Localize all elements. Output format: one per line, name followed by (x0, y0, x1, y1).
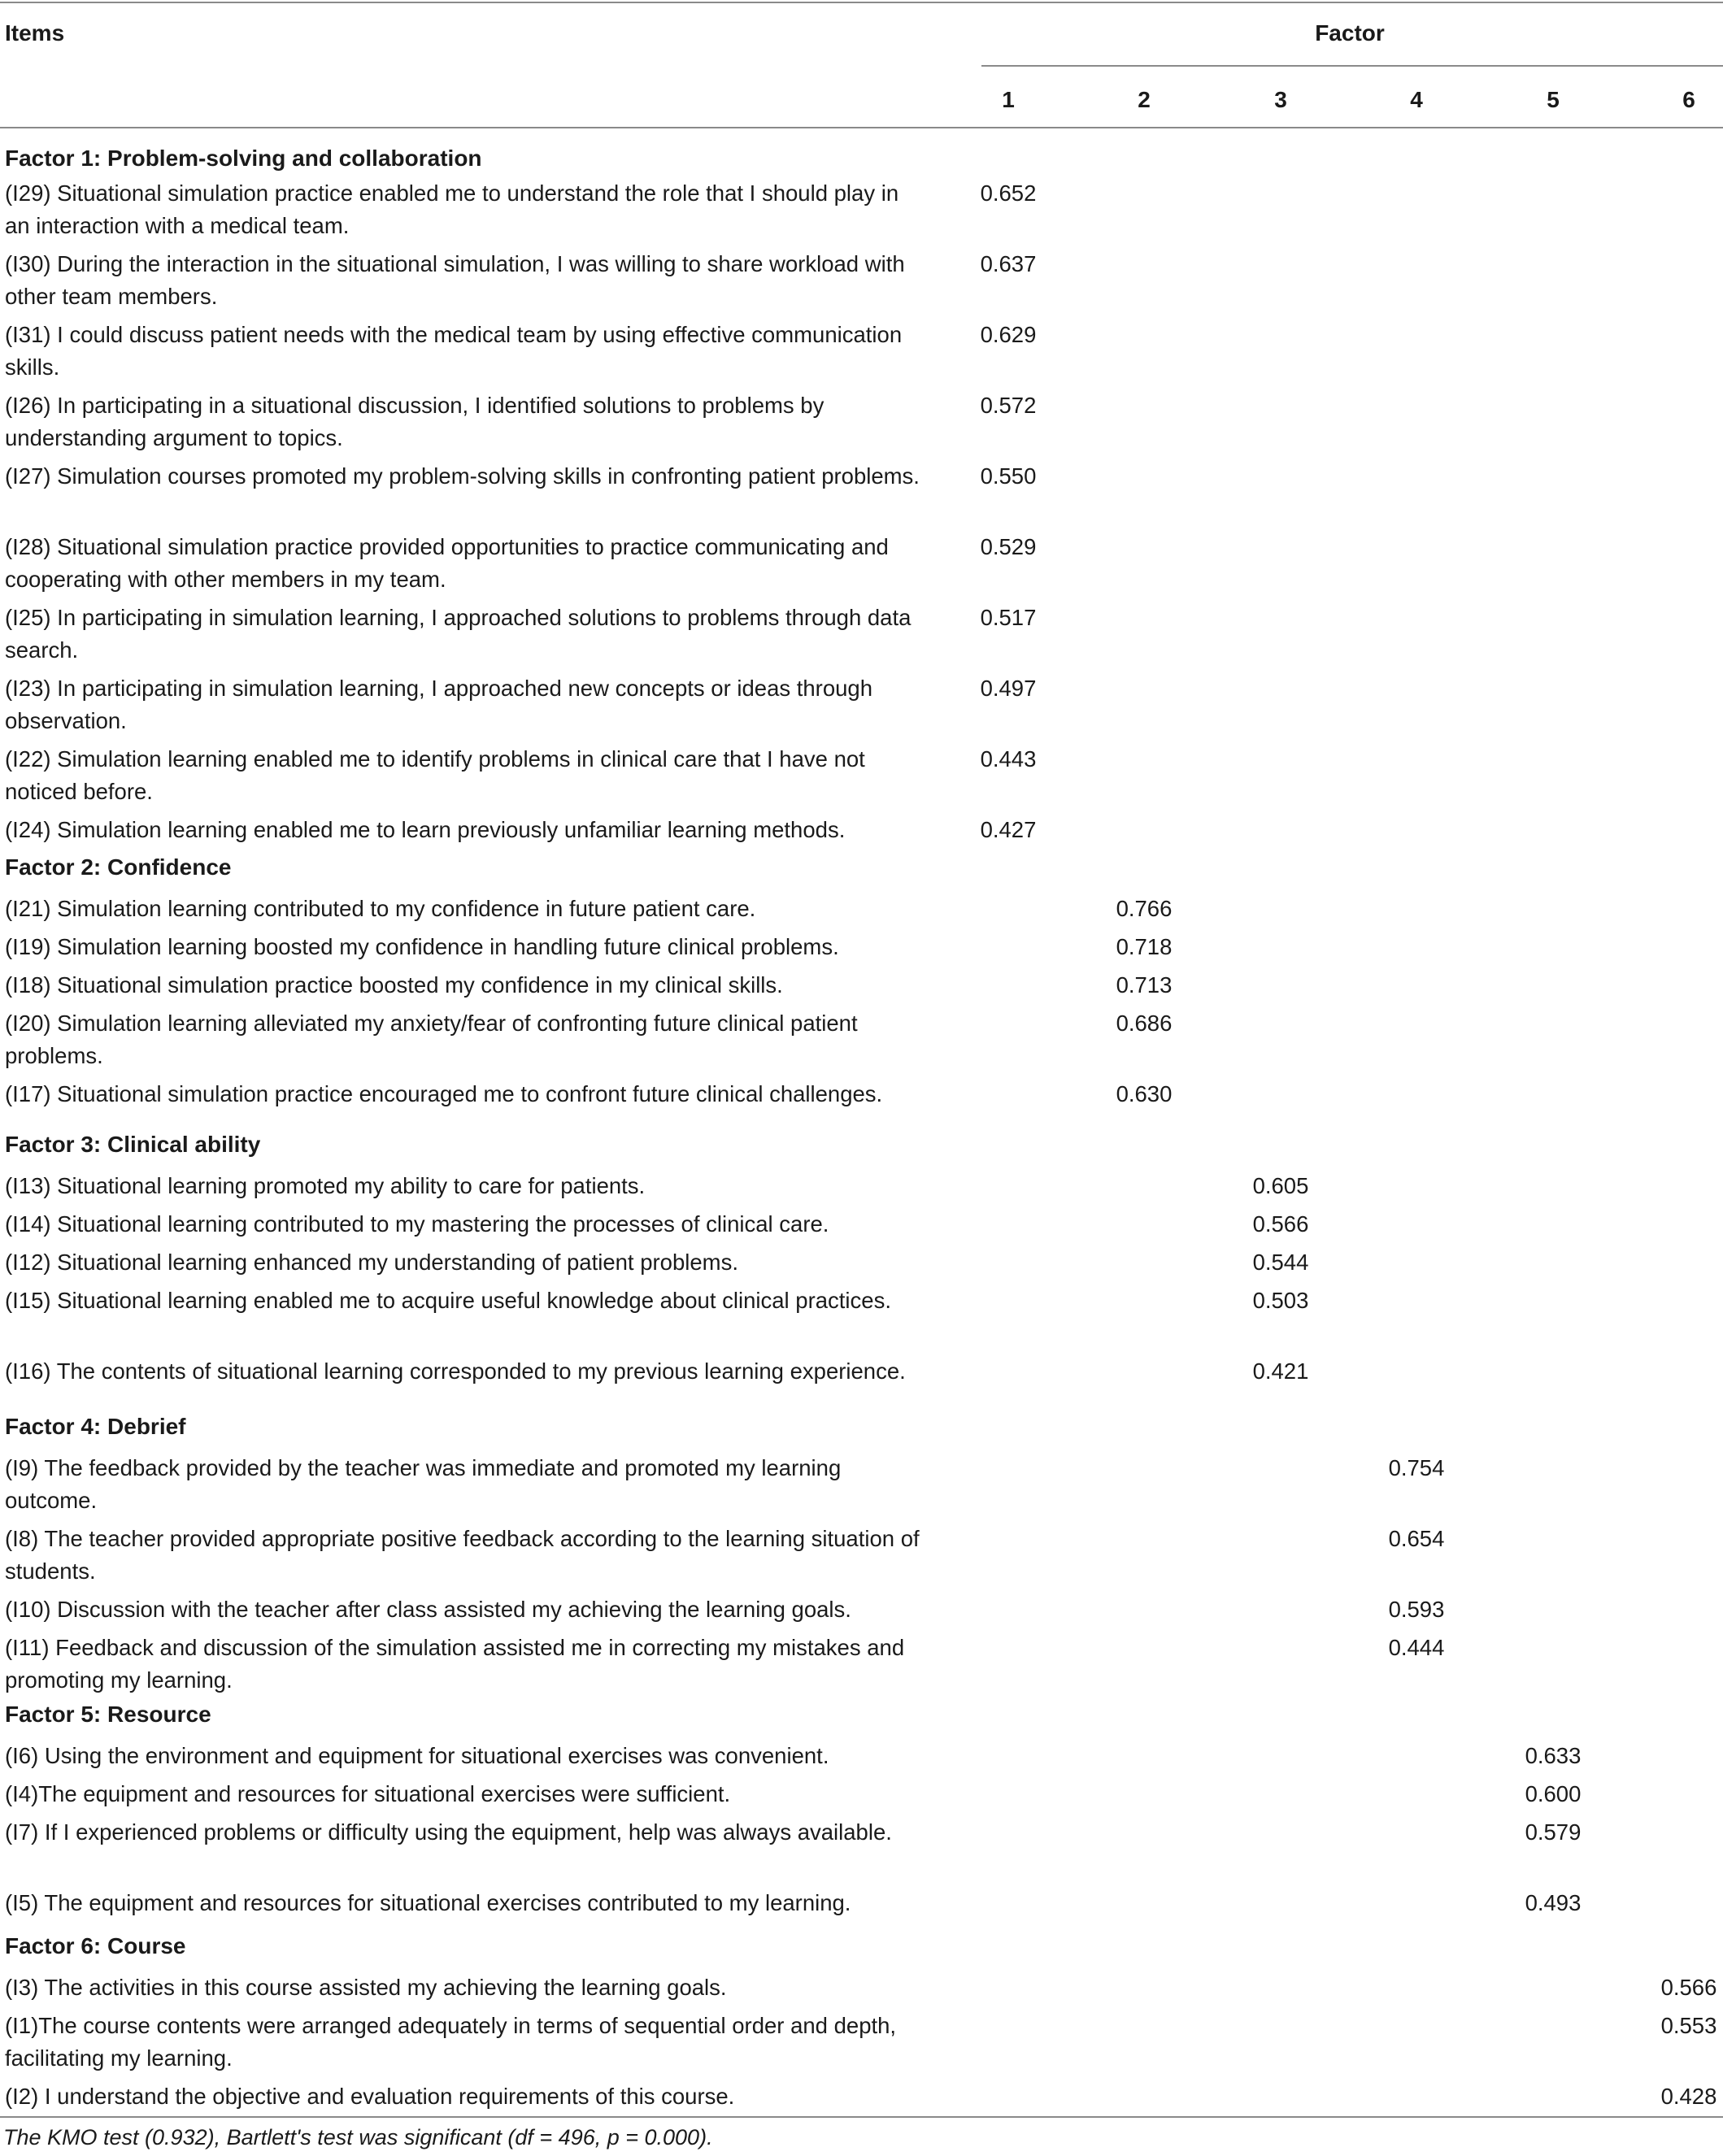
factor-loading: 0.443 (980, 746, 1037, 772)
factor-loading: 0.579 (1525, 1819, 1582, 1845)
section-title: Factor 1: Problem-solving and collaboration (5, 146, 482, 171)
factor-loading: 0.428 (1660, 2084, 1717, 2109)
factor-loading: 0.421 (1252, 1358, 1309, 1384)
factor-loading: 0.566 (1252, 1211, 1309, 1237)
factor-loading: 0.544 (1252, 1250, 1309, 1275)
item-text: (I10) Discussion with the teacher after class assisted my achieving the learning goals. (5, 1597, 851, 1622)
factor-loading: 0.553 (1660, 2013, 1717, 2038)
factor-loading: 0.654 (1388, 1526, 1445, 1551)
item-text: (I18) Situational simulation practice boosted my confidence in my clinical skills. (5, 972, 783, 998)
item-text: (I28) Situational simulation practice provided opportunities to practice communicating and cooperating with other members in my team. (5, 534, 889, 592)
factor-loading: 0.686 (1116, 1011, 1173, 1036)
item-text: (I13) Situational learning promoted my ability to care for patients. (5, 1173, 646, 1198)
item-text: (I6) Using the environment and equipment for situational exercises was convenient. (5, 1743, 829, 1768)
table-header-rule (0, 127, 1723, 128)
factor-loading: 0.633 (1525, 1743, 1582, 1768)
factor-loading: 0.529 (980, 534, 1037, 559)
factor-loading: 0.718 (1116, 934, 1173, 959)
factor-column-6: 6 (1682, 87, 1695, 112)
factor-column-4: 4 (1410, 87, 1423, 112)
item-text: (I25) In participating in simulation learning, I approached solutions to problems through data search. (5, 605, 912, 663)
factor-column-2: 2 (1138, 87, 1151, 112)
item-text: (I5) The equipment and resources for situational exercises contributed to my learning. (5, 1890, 851, 1915)
section-title: Factor 2: Confidence (5, 854, 232, 880)
section-title: Factor 6: Course (5, 1933, 186, 1958)
item-text: (I3) The activities in this course assisted my achieving the learning goals. (5, 1975, 727, 2000)
factor-loading: 0.444 (1388, 1635, 1445, 1660)
factor-loading: 0.497 (980, 676, 1037, 701)
factor-loading: 0.503 (1252, 1288, 1309, 1313)
item-text: (I27) Simulation courses promoted my problem-solving skills in confronting patient problems. (5, 463, 920, 489)
item-text: (I14) Situational learning contributed to my mastering the processes of clinical care. (5, 1211, 829, 1237)
item-text: (I7) If I experienced problems or difficulty using the equipment, help was always available. (5, 1819, 892, 1845)
item-text: (I16) The contents of situational learning corresponded to my previous learning experience. (5, 1358, 906, 1384)
item-text: (I26) In participating in a situational discussion, I identified solutions to problems by understanding argument to topics. (5, 393, 825, 450)
factor-loading: 0.629 (980, 322, 1037, 347)
factor-loading: 0.427 (980, 817, 1037, 842)
factor-loading: 0.493 (1525, 1890, 1582, 1915)
table-top-rule (0, 2, 1723, 3)
item-text: (I4)The equipment and resources for situational exercises were sufficient. (5, 1781, 731, 1806)
item-text: (I17) Situational simulation practice encouraged me to confront future clinical challenges. (5, 1081, 883, 1106)
factor-loading: 0.600 (1525, 1781, 1582, 1806)
item-text: (I31) I could discuss patient needs with the medical team by using effective communication skills. (5, 322, 903, 380)
factor-loading: 0.630 (1116, 1081, 1173, 1106)
item-text: (I12) Situational learning enhanced my understanding of patient problems. (5, 1250, 738, 1275)
item-text: (I8) The teacher provided appropriate positive feedback according to the learning situation of students. (5, 1526, 920, 1584)
factor-loading: 0.517 (980, 605, 1037, 630)
factor-loading: 0.766 (1116, 896, 1173, 921)
item-text: (I15) Situational learning enabled me to acquire useful knowledge about clinical practices. (5, 1288, 891, 1313)
factor-column-3: 3 (1274, 87, 1287, 112)
item-text: (I1)The course contents were arranged adequately in terms of sequential order and depth, facilitating my learning. (5, 2013, 897, 2071)
item-text: (I9) The feedback provided by the teacher was immediate and promoted my learning outcome. (5, 1455, 842, 1513)
factor-loading: 0.652 (980, 180, 1037, 206)
item-text: (I22) Simulation learning enabled me to identify problems in clinical care that I have not noticed before. (5, 746, 865, 804)
item-text: (I11) Feedback and discussion of the simulation assisted me in correcting my mistakes and promoting my learning. (5, 1635, 905, 1693)
table-footnote: The KMO test (0.932), Bartlett's test was significant (df = 496, p = 0.000). (3, 2125, 713, 2149)
item-text: (I29) Situational simulation practice enabled me to understand the role that I should play in an interaction with a medical team. (5, 180, 899, 238)
factor-loading: 0.550 (980, 463, 1037, 489)
item-text: (I2) I understand the objective and evaluation requirements of this course. (5, 2084, 735, 2109)
factor-column-1: 1 (1002, 87, 1015, 112)
factor-loading: 0.713 (1116, 972, 1173, 998)
item-text: (I24) Simulation learning enabled me to learn previously unfamiliar learning methods. (5, 817, 846, 842)
item-text: (I20) Simulation learning alleviated my anxiety/fear of confronting future clinical patient problems. (5, 1011, 858, 1068)
table-bottom-rule (0, 2116, 1723, 2118)
section-title: Factor 3: Clinical ability (5, 1132, 261, 1157)
factor-loading: 0.566 (1660, 1975, 1717, 2000)
factor-header-rule (981, 65, 1723, 67)
factor-loading: 0.637 (980, 251, 1037, 276)
factor-loading: 0.754 (1388, 1455, 1445, 1480)
item-text: (I23) In participating in simulation learning, I approached new concepts or ideas through observation. (5, 676, 873, 733)
section-title: Factor 4: Debrief (5, 1414, 186, 1439)
item-text: (I21) Simulation learning contributed to my confidence in future patient care. (5, 896, 756, 921)
factor-column-5: 5 (1547, 87, 1560, 112)
factor-loading: 0.605 (1252, 1173, 1309, 1198)
item-text: (I19) Simulation learning boosted my confidence in handling future clinical problems. (5, 934, 839, 959)
factor-loading: 0.593 (1388, 1597, 1445, 1622)
section-title: Factor 5: Resource (5, 1702, 211, 1727)
items-column-header: Items (5, 20, 65, 46)
item-text: (I30) During the interaction in the situational simulation, I was willing to share workload with other team members. (5, 251, 905, 309)
factor-loading: 0.572 (980, 393, 1037, 418)
factor-column-header: Factor (1315, 20, 1385, 46)
